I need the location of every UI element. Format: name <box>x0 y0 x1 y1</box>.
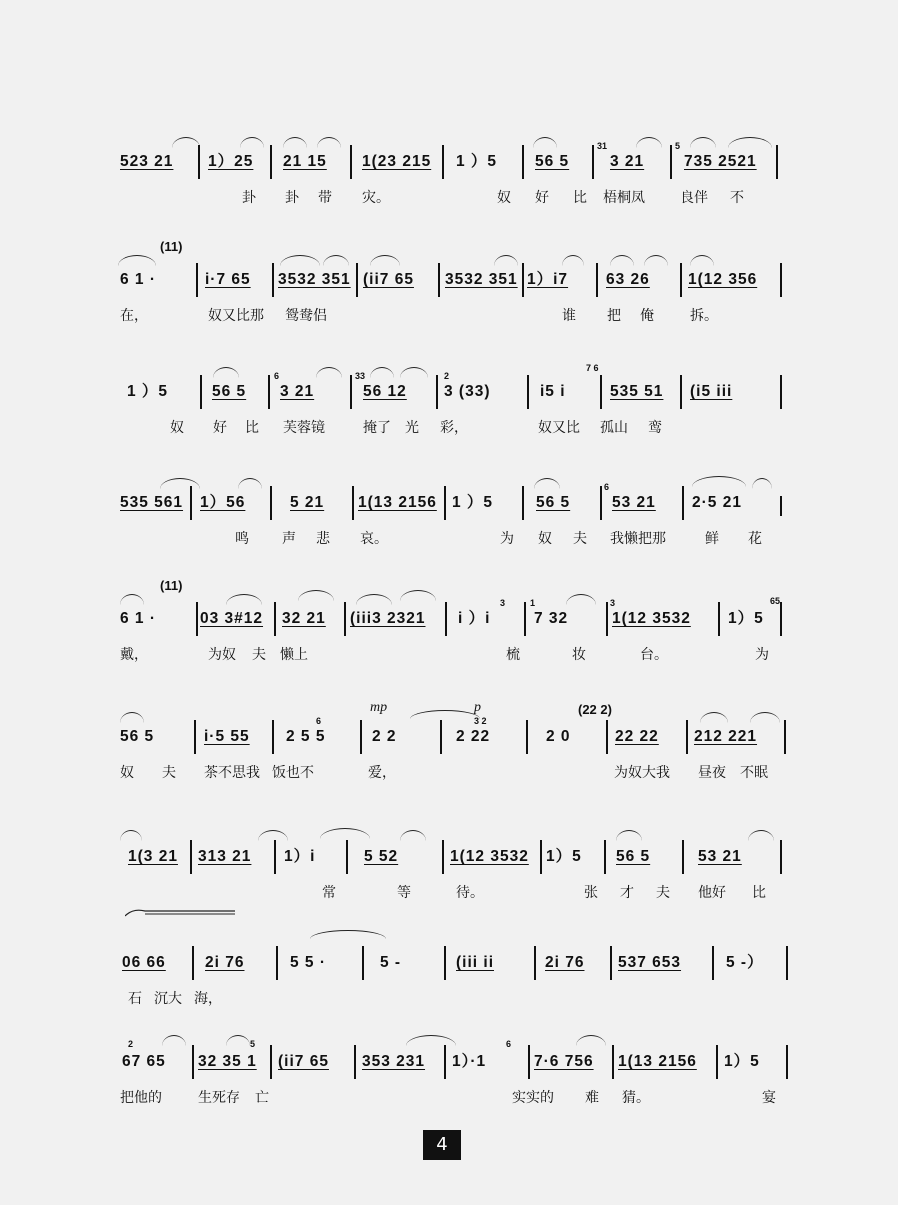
barline <box>682 486 684 520</box>
barline <box>444 486 446 520</box>
lyric: 难 <box>585 1090 599 1106</box>
lyric: 好 <box>535 190 549 206</box>
lyric: 鸾 <box>648 420 662 436</box>
notation-measure: 5 -） <box>726 954 764 971</box>
slur <box>610 255 634 266</box>
lyric: 比 <box>245 420 259 436</box>
notation-measure: 7·6 756 <box>534 1053 594 1070</box>
barline <box>274 840 276 874</box>
notation-measure: 56 5 <box>616 848 651 865</box>
lyric: 比 <box>752 885 766 901</box>
barline <box>354 1045 356 1079</box>
lyric: 卦 <box>242 190 256 206</box>
lyric: 奴 <box>120 765 134 781</box>
notation-measure: 56 5 <box>212 383 247 400</box>
notation-measure: 6 1 · <box>120 271 157 288</box>
lyric: 夫 <box>573 531 587 547</box>
measure-number: (11) <box>160 578 183 593</box>
lyric: 彩， <box>440 420 468 436</box>
notation-measure: (iii ii <box>456 954 494 971</box>
barline <box>198 145 200 179</box>
score-system-5 <box>0 578 898 694</box>
lyric: 良伴 <box>680 190 708 206</box>
barline <box>596 263 598 297</box>
notation-measure: 1）5 <box>728 610 764 627</box>
lyric: 好 <box>213 420 227 436</box>
notation-measure: 2·5 21 <box>692 494 742 511</box>
notation-measure: 56 5 <box>536 494 571 511</box>
slur <box>298 590 334 601</box>
slur <box>576 1035 606 1046</box>
notation-measure: 53 21 <box>612 494 656 511</box>
notation-measure: 537 653 <box>618 954 682 971</box>
barline <box>190 840 192 874</box>
notation-measure: 6 1 · <box>120 610 157 627</box>
barline <box>780 602 782 636</box>
slur <box>118 255 156 266</box>
lyric: 哀。 <box>360 531 388 547</box>
barline <box>444 1045 446 1079</box>
slur <box>356 594 392 605</box>
lyric: 石 <box>128 991 142 1007</box>
barline <box>686 720 688 754</box>
slur <box>120 594 144 605</box>
notation-measure: 2i 76 <box>205 954 245 971</box>
lyric: 实实的 <box>512 1090 554 1106</box>
slur <box>410 710 480 719</box>
score-system-8 <box>0 928 898 1038</box>
barline <box>194 720 196 754</box>
notation-measure: 1）i <box>284 848 316 865</box>
barline <box>346 840 348 874</box>
notation-measure: 32 35 1 <box>198 1053 257 1070</box>
grace-note: 31 <box>597 141 608 151</box>
lyric: 茶不思我 <box>204 765 260 781</box>
notation-measure: 5 - <box>380 954 402 971</box>
slur <box>120 830 142 841</box>
barline <box>682 840 684 874</box>
lyric: 宴 <box>762 1090 776 1106</box>
slur <box>534 478 560 489</box>
lyric: 光 <box>405 420 419 436</box>
slur <box>692 476 746 487</box>
barline <box>670 145 672 179</box>
score-system-4 <box>0 468 898 578</box>
notation-measure: 1）i7 <box>527 271 569 288</box>
barline <box>592 145 594 179</box>
barline <box>780 375 782 409</box>
slur <box>283 137 307 148</box>
notation-measure: 5 5 · <box>290 954 327 971</box>
barline <box>352 486 354 520</box>
notation-measure: 1(12 3532 <box>450 848 529 865</box>
lyric: 鸣 <box>235 531 249 547</box>
lyric: 台。 <box>640 647 668 663</box>
lyric: 带 <box>318 190 332 206</box>
barline <box>610 946 612 980</box>
lyric: 生死存 <box>198 1090 240 1106</box>
lyric: 鲜 <box>705 531 719 547</box>
notation-measure: 523 21 <box>120 153 174 170</box>
lyric: 我懒把那 <box>610 531 666 547</box>
notation-measure: 03 3#12 <box>200 610 264 627</box>
lyric: 卦 <box>285 190 299 206</box>
barline <box>534 946 536 980</box>
barline <box>350 375 352 409</box>
slur <box>728 137 772 148</box>
barline <box>606 602 608 636</box>
lyric: 比 <box>573 190 587 206</box>
barline <box>190 486 192 520</box>
barline <box>522 263 524 297</box>
notation-measure: i·7 65 <box>205 271 251 288</box>
barline <box>362 946 364 980</box>
notation-measure: 735 2521 <box>684 153 757 170</box>
slur <box>752 478 772 489</box>
lyric: 悲 <box>316 531 330 547</box>
lyric: 为奴大我 <box>614 765 670 781</box>
slur <box>494 255 518 266</box>
notation-measure: 1(3 21 <box>128 848 178 865</box>
notation-measure: i·5 55 <box>204 728 250 745</box>
barline <box>780 263 782 297</box>
lyric: 不眠 <box>740 765 768 781</box>
slur <box>400 590 436 601</box>
slur <box>213 367 239 378</box>
grace-note: 6 <box>316 716 322 726</box>
lyric: 奴又比 <box>538 420 580 436</box>
slur <box>162 1035 186 1046</box>
grace-note: 65 <box>770 596 781 606</box>
lyric: 花 <box>748 531 762 547</box>
notation-measure: 53 21 <box>698 848 742 865</box>
notation-measure: 3 (33) <box>444 383 491 400</box>
barline <box>612 1045 614 1079</box>
barline <box>200 375 202 409</box>
notation-measure: 1）5 <box>724 1053 760 1070</box>
grace-note: 6 <box>506 1039 512 1049</box>
barline <box>344 602 346 636</box>
barline <box>192 1045 194 1079</box>
notation-measure: 1(12 3532 <box>612 610 691 627</box>
slur <box>226 594 262 605</box>
notation-measure: 56 5 <box>120 728 155 745</box>
barline <box>527 375 529 409</box>
barline <box>270 486 272 520</box>
grace-note: 7 6 <box>586 363 599 373</box>
slur <box>370 367 394 378</box>
notation-measure: 67 65 <box>122 1053 166 1070</box>
slur <box>750 712 780 723</box>
notation-measure: 535 51 <box>610 383 664 400</box>
slur <box>616 830 642 841</box>
barline <box>356 263 358 297</box>
notation-measure: 353 231 <box>362 1053 426 1070</box>
grace-note: 5 <box>250 1039 256 1049</box>
slur <box>690 255 714 266</box>
barline <box>272 720 274 754</box>
notation-measure: 3532 351 <box>445 271 518 288</box>
score-system-9 <box>0 1027 898 1137</box>
barline <box>436 375 438 409</box>
barline <box>438 263 440 297</box>
grace-note: 2 <box>444 371 450 381</box>
notation-measure: 06 66 <box>122 954 166 971</box>
slur <box>238 478 262 489</box>
lyric: 妆 <box>572 647 586 663</box>
slur <box>748 830 774 841</box>
notation-measure: 21 15 <box>283 153 327 170</box>
slur <box>644 255 668 266</box>
slur <box>400 367 428 378</box>
lyric: 把 <box>607 308 621 324</box>
lyric: 奴又比那 <box>208 308 264 324</box>
barline <box>716 1045 718 1079</box>
notation-measure: 535 561 <box>120 494 184 511</box>
notation-measure: (ii7 65 <box>363 271 414 288</box>
notation-measure: 2i 76 <box>545 954 585 971</box>
barline <box>604 840 606 874</box>
notation-measure: 1 ）5 <box>456 153 498 170</box>
slur <box>562 255 584 266</box>
slur <box>160 478 200 489</box>
notation-measure: 1(13 2156 <box>358 494 437 511</box>
barline <box>442 840 444 874</box>
notation-measure: i ）i <box>458 610 491 627</box>
barline <box>528 1045 530 1079</box>
notation-measure: 3 21 <box>280 383 315 400</box>
lyric: 为 <box>500 531 514 547</box>
grace-note: 1 <box>530 598 536 608</box>
barline <box>718 602 720 636</box>
barline <box>680 375 682 409</box>
notation-measure: 2 0 <box>546 728 571 745</box>
notation-measure: 1）25 <box>208 153 254 170</box>
lyric: 奴 <box>497 190 511 206</box>
notation-measure: (ii7 65 <box>278 1053 329 1070</box>
notation-measure: 1）·1 <box>452 1053 487 1070</box>
grace-note: 2 <box>128 1039 134 1049</box>
slur <box>240 137 264 148</box>
barline <box>776 145 778 179</box>
lyric: 等 <box>397 885 411 901</box>
barline <box>442 145 444 179</box>
lyric: 谁 <box>562 308 576 324</box>
lyric: 梧桐凤 <box>603 190 645 206</box>
slur <box>400 830 426 841</box>
slur <box>172 137 200 148</box>
notation-measure: 56 5 <box>535 153 570 170</box>
slur <box>258 830 288 841</box>
barline <box>680 263 682 297</box>
barline <box>540 840 542 874</box>
lyric: 俺 <box>640 308 654 324</box>
lyric: 奴 <box>170 420 184 436</box>
lyric: 饭也不 <box>272 765 314 781</box>
barline <box>270 1045 272 1079</box>
notation-measure: 212 221 <box>694 728 758 745</box>
notation-measure: 63 26 <box>606 271 650 288</box>
slur <box>316 367 342 378</box>
barline <box>192 946 194 980</box>
barline <box>526 720 528 754</box>
notation-measure: 5 52 <box>364 848 399 865</box>
barline <box>268 375 270 409</box>
barline <box>784 720 786 754</box>
score-system-3 <box>0 357 898 467</box>
slur <box>120 712 144 723</box>
slur <box>370 255 400 266</box>
barline <box>196 602 198 636</box>
lyric: 夫 <box>656 885 670 901</box>
slur <box>636 137 662 148</box>
barline <box>350 145 352 179</box>
barline <box>786 946 788 980</box>
barline <box>270 145 272 179</box>
slur <box>700 712 728 723</box>
lyric: 常 <box>322 885 336 901</box>
lyric: 海， <box>194 991 222 1007</box>
slur <box>317 137 341 148</box>
notation-measure: 1）56 <box>200 494 246 511</box>
notation-measure: 313 21 <box>198 848 252 865</box>
notation-measure: 1）5 <box>546 848 582 865</box>
notation-measure: 3532 351 <box>278 271 351 288</box>
lyric: 把他的 <box>120 1090 162 1106</box>
barline <box>360 720 362 754</box>
lyric: 沉大 <box>154 991 182 1007</box>
notation-measure: 3 21 <box>610 153 645 170</box>
slur <box>280 255 320 266</box>
score-system-6 <box>0 702 898 812</box>
barline <box>444 946 446 980</box>
barline <box>606 720 608 754</box>
slur <box>310 930 386 939</box>
notation-measure: 56 12 <box>363 383 407 400</box>
barline <box>274 602 276 636</box>
grace-bracket: (22 2) <box>578 702 612 717</box>
lyric: 奴 <box>538 531 552 547</box>
notation-measure: 5 21 <box>290 494 325 511</box>
slur <box>323 255 349 266</box>
lyric: 芙蓉镜 <box>283 420 325 436</box>
grace-note: 6 <box>274 371 280 381</box>
barline <box>780 496 782 516</box>
lyric: 猜。 <box>622 1090 650 1106</box>
slur <box>533 137 557 148</box>
notation-measure: 32 21 <box>282 610 326 627</box>
notation-measure: (iii3 2321 <box>350 610 426 627</box>
lyric: 戴， <box>120 647 148 663</box>
barline <box>712 946 714 980</box>
barline <box>600 486 602 520</box>
dynamic-marking: p <box>474 700 481 715</box>
notation-measure: 7 32 <box>534 610 569 627</box>
lyric: 掩了 <box>363 420 391 436</box>
barline <box>524 602 526 636</box>
lyric: 待。 <box>456 885 484 901</box>
lyric: 不 <box>730 190 744 206</box>
slur <box>320 828 370 839</box>
lyric: 孤山 <box>600 420 628 436</box>
score-system-2 <box>0 239 898 355</box>
grace-note: 3 <box>610 598 616 608</box>
barline <box>786 1045 788 1079</box>
grace-note: 6 <box>604 482 610 492</box>
notation-measure: 1(13 2156 <box>618 1053 697 1070</box>
dynamic-marking: mp <box>370 700 388 715</box>
barline <box>522 145 524 179</box>
lyric: 在， <box>120 308 148 324</box>
lyric: 他好 <box>698 885 726 901</box>
grace-note: 33 <box>355 371 366 381</box>
notation-measure: (i5 iii <box>690 383 733 400</box>
grace-note: 5 <box>675 141 681 151</box>
lyric: 声 <box>282 531 296 547</box>
lyric: 才 <box>620 885 634 901</box>
page-number: 4 <box>423 1130 461 1160</box>
barline <box>196 263 198 297</box>
lyric: 夫 <box>252 647 266 663</box>
notation-measure: 2 22 <box>456 728 491 745</box>
lyric: 鸳鸯侣 <box>285 308 327 324</box>
notation-measure: 1(12 356 <box>688 271 758 288</box>
barline <box>276 946 278 980</box>
lyric: 夫 <box>162 765 176 781</box>
lyric: 张 <box>584 885 598 901</box>
barline <box>780 840 782 874</box>
lyric: 为奴 <box>208 647 236 663</box>
lyric: 梳 <box>506 647 520 663</box>
barline <box>440 720 442 754</box>
lyric: 亡 <box>255 1090 269 1106</box>
lyric: 懒上 <box>280 647 308 663</box>
notation-measure: 1 ）5 <box>452 494 494 511</box>
lyric: 为 <box>755 647 769 663</box>
barline <box>600 375 602 409</box>
lyric: 昼夜 <box>698 765 726 781</box>
grace-note: 3 2 <box>474 716 487 726</box>
glissando-line <box>125 908 235 918</box>
slur <box>226 1035 250 1046</box>
measure-number: (11) <box>160 239 183 254</box>
notation-measure: 2 5 5 <box>286 728 326 745</box>
lyric: 爱， <box>368 765 396 781</box>
barline <box>445 602 447 636</box>
barline <box>272 263 274 297</box>
notation-measure: i5 i <box>540 383 566 400</box>
slur <box>406 1035 456 1046</box>
barline <box>522 486 524 520</box>
slur <box>566 594 596 605</box>
notation-measure: 22 22 <box>615 728 659 745</box>
lyric: 灾。 <box>362 190 390 206</box>
notation-measure: 2 2 <box>372 728 397 745</box>
score-system-1 <box>0 127 898 237</box>
slur <box>690 137 716 148</box>
notation-measure: 1(23 215 <box>362 153 432 170</box>
lyric: 拆。 <box>690 308 718 324</box>
grace-note: 3 <box>500 598 506 608</box>
notation-measure: 1 ）5 <box>127 383 169 400</box>
